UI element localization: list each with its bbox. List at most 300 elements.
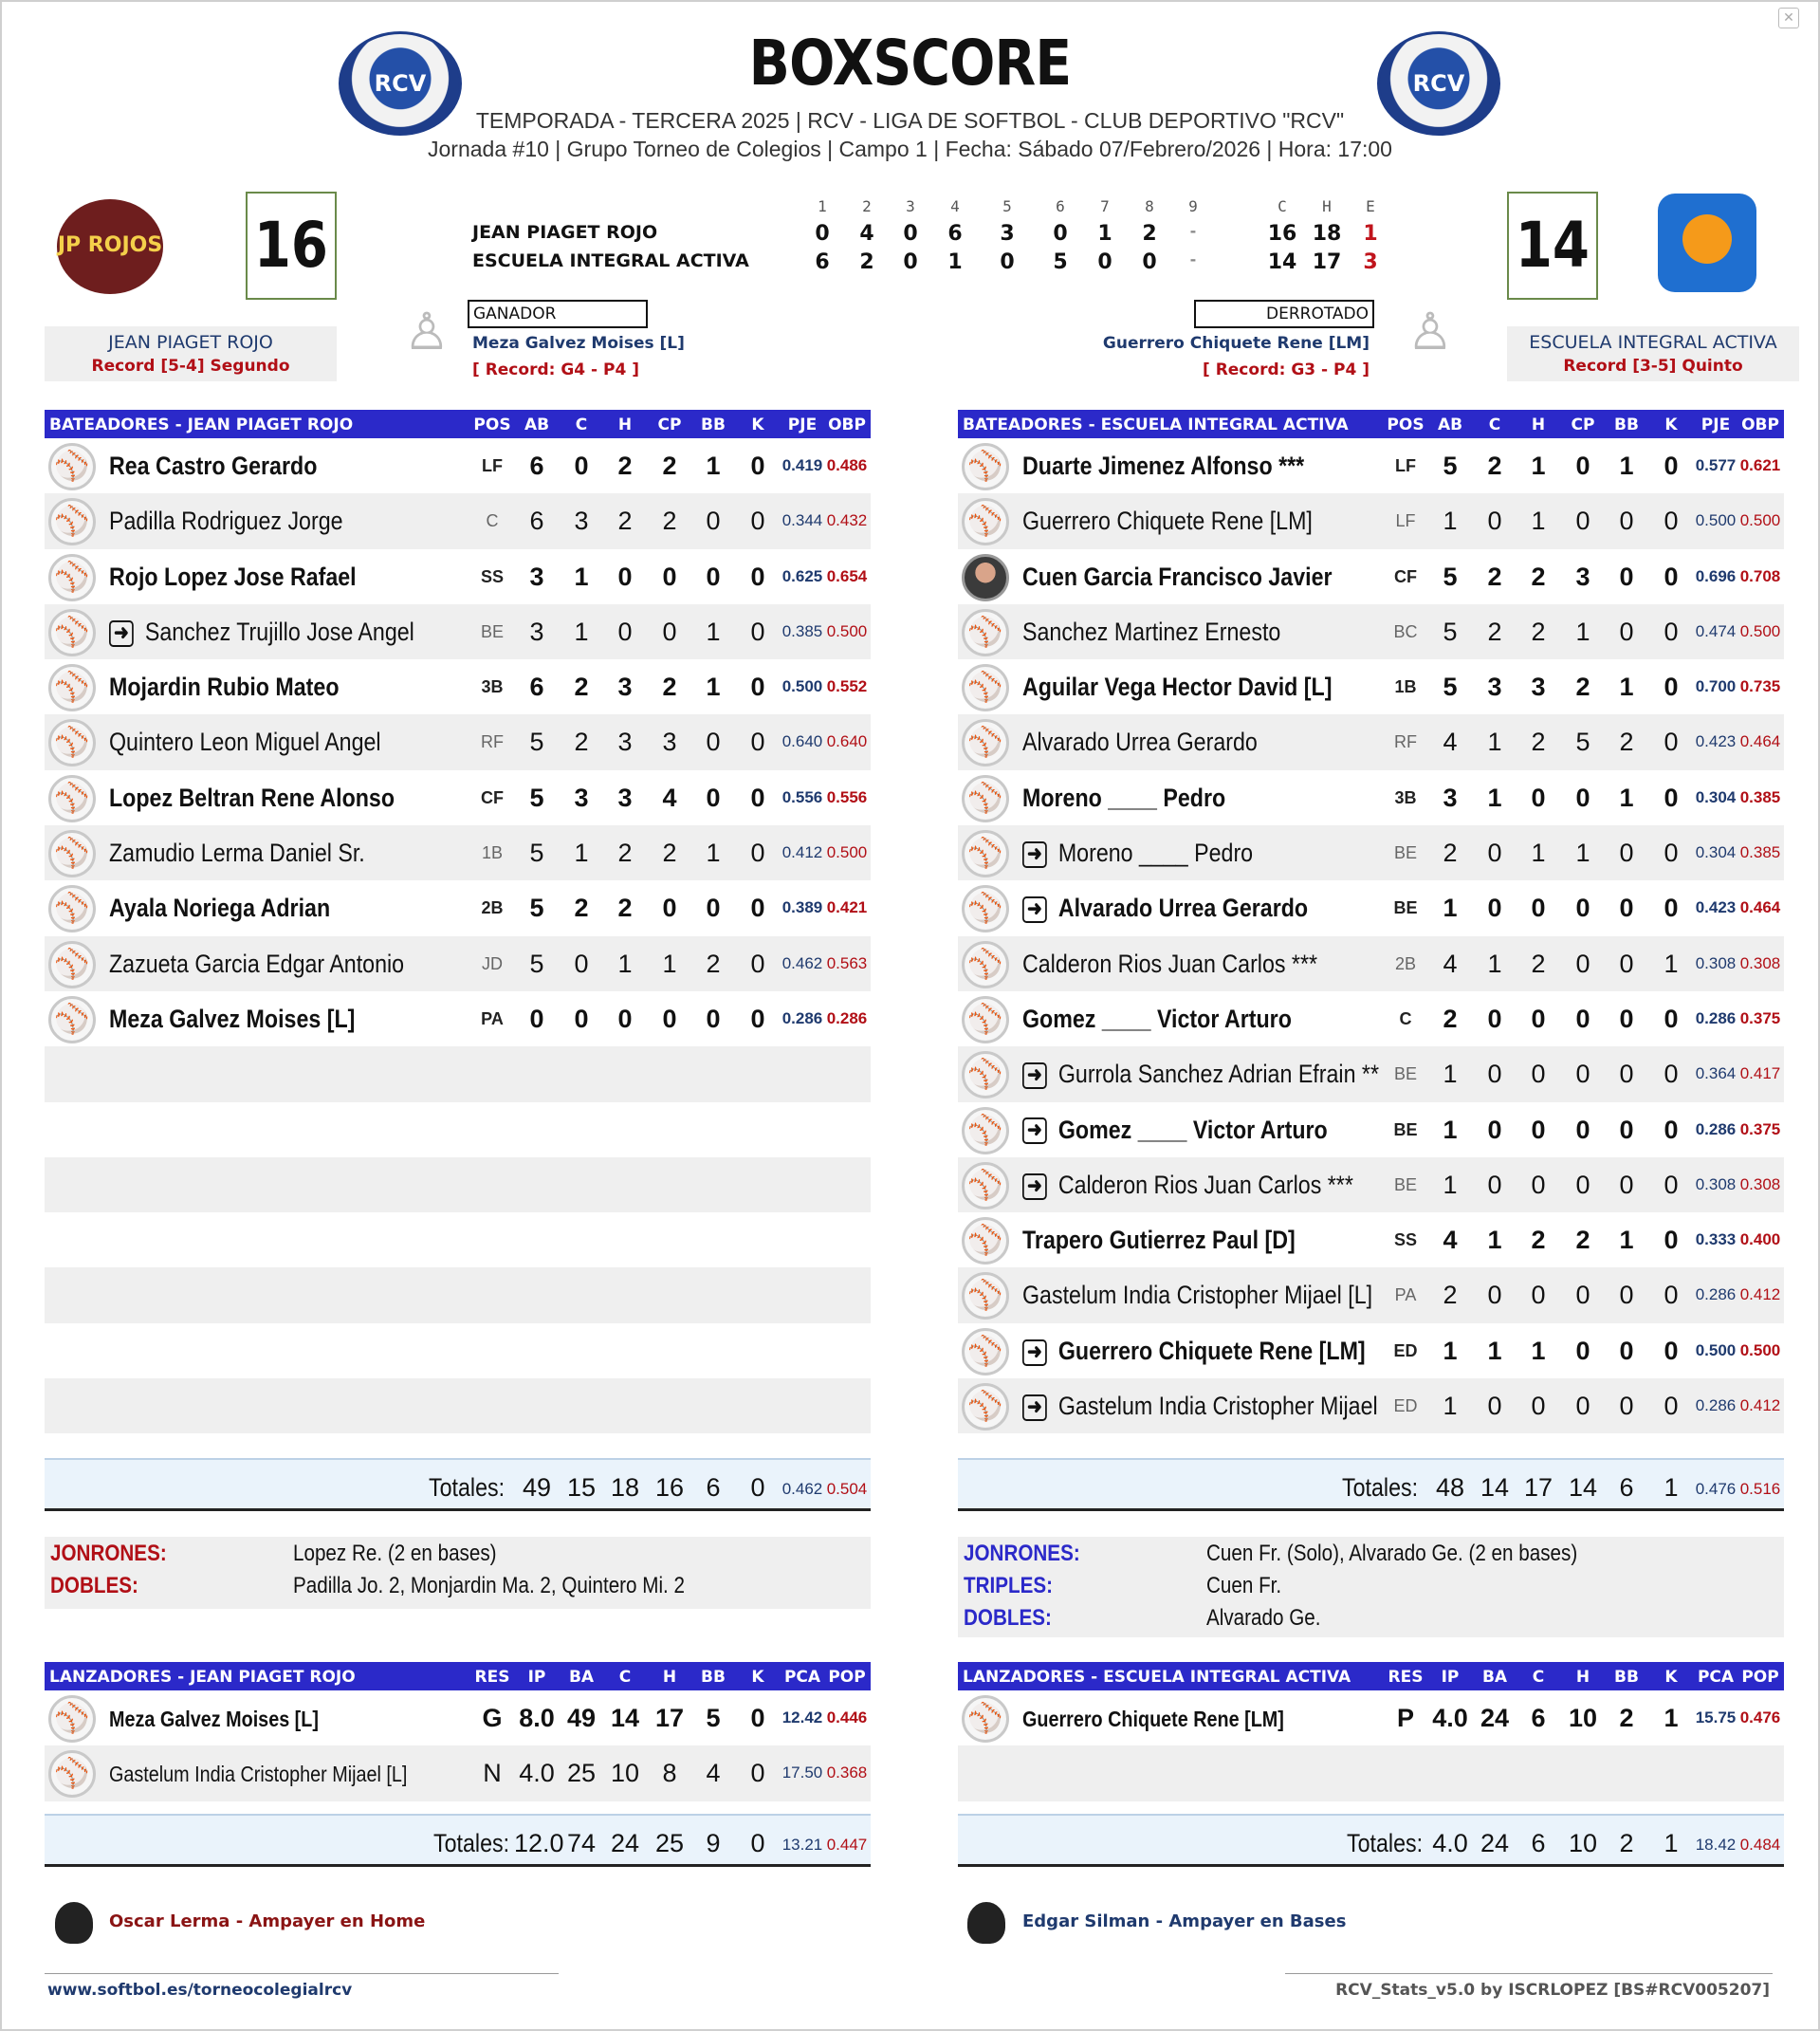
stat-ab: 1	[1443, 1336, 1458, 1365]
stat-bb: 1	[706, 673, 721, 702]
total-h: 18	[610, 1473, 640, 1502]
stat-obp: 0.500	[1739, 1340, 1781, 1359]
stat-bb: 0	[706, 507, 721, 536]
stat-c: 1	[574, 562, 589, 591]
stat-c: 10	[610, 1759, 640, 1788]
stat-pje: 0.286	[1695, 1008, 1737, 1027]
player-name-text: Calderon Rios Juan Carlos ***	[1022, 949, 1318, 978]
stat-c: 0	[1487, 1115, 1502, 1144]
close-icon[interactable]: ✕	[1778, 8, 1799, 28]
umpire-icon	[967, 1902, 1005, 1944]
player-silhouette-icon: ⚾	[962, 498, 1009, 545]
stat-bb: 2	[1619, 728, 1634, 757]
player-silhouette-icon: ⚾	[48, 1695, 96, 1743]
column-header: RES	[1388, 1668, 1424, 1687]
inning-header: 4	[950, 197, 960, 215]
stat-pop: 0.446	[826, 1708, 868, 1726]
stat-k: 0	[750, 1704, 765, 1732]
stat-obp: 0.708	[1739, 566, 1781, 585]
stat-obp: 0.464	[1739, 732, 1781, 751]
stat-h: 8	[662, 1759, 677, 1788]
stat-k: 0	[1664, 452, 1679, 480]
inning-runs: 0	[1142, 250, 1157, 274]
stat-k: 0	[750, 562, 765, 591]
stat-cp: 1	[1575, 617, 1590, 646]
player-silhouette-icon: ⚾	[962, 830, 1009, 877]
total-ip: 4.0	[1432, 1829, 1468, 1857]
extra-base-hits-away	[958, 1537, 1784, 1637]
stat-bb: 0	[1619, 562, 1634, 591]
footer-credits: RCV_Stats_v5.0 by ISCRLOPEZ [BS#RCV005207]	[1335, 1981, 1770, 2000]
batter-row	[958, 936, 1784, 991]
stat-ab: 1	[1443, 894, 1458, 923]
stat-k: 0	[1664, 1226, 1679, 1255]
empty-row	[958, 1745, 1784, 1800]
player-name	[1022, 1116, 1328, 1145]
stat-res: N	[483, 1759, 502, 1788]
loser-label: DERROTADO	[1194, 300, 1374, 328]
stat-ab: 3	[529, 617, 544, 646]
stat-h: 1	[617, 949, 633, 978]
player-name-text: Duarte Jimenez Alfonso ***	[1022, 452, 1305, 480]
player-name	[1022, 1337, 1366, 1366]
inning-runs: 3	[1000, 222, 1015, 246]
stat-cp: 2	[662, 452, 677, 480]
player-name-text: Alvarado Urrea Gerardo	[1022, 728, 1258, 757]
batter-row	[958, 604, 1784, 659]
column-header: C	[618, 1668, 632, 1687]
note-value: Padilla Jo. 2, Monjardin Ma. 2, Quintero Mi. 2	[293, 1573, 686, 1598]
total-h: 25	[654, 1829, 685, 1857]
total-bb: 6	[706, 1473, 721, 1502]
stat-obp: 0.400	[1739, 1230, 1781, 1249]
stat-ab: 5	[1443, 562, 1458, 591]
total-c: 15	[566, 1473, 597, 1502]
player-name-text: Guerrero Chiquete Rene [LM]	[1057, 1336, 1366, 1365]
player-silhouette-icon: ⚾	[48, 885, 96, 932]
totals-label: Totales:	[1346, 1829, 1423, 1857]
player-name-text: Gurrola Sanchez Adrian Efrain **	[1057, 1060, 1380, 1089]
stat-k: 0	[1664, 1060, 1679, 1089]
player-silhouette-icon: ⚾	[48, 443, 96, 490]
stat-h: 0	[617, 562, 633, 591]
total-e: 3	[1363, 250, 1378, 274]
inning-runs: -	[1189, 222, 1197, 240]
total-cp: 16	[654, 1473, 685, 1502]
stat-pje: 0.308	[1695, 953, 1737, 972]
batter-row	[45, 991, 871, 1046]
inning-header: 9	[1188, 197, 1198, 215]
stat-cp: 0	[662, 562, 677, 591]
stat-k: 0	[1664, 617, 1679, 646]
stat-cp: 0	[1575, 1170, 1590, 1199]
stat-pop: 0.368	[826, 1763, 868, 1782]
stat-k: 0	[750, 728, 765, 757]
stat-cp: 0	[1575, 1004, 1590, 1033]
pitcher-name: Meza Galvez Moises [L]	[109, 1707, 319, 1731]
player-name	[1022, 1171, 1353, 1200]
stat-ba: 49	[566, 1704, 597, 1732]
pitching-table-away	[958, 1662, 1784, 1801]
player-silhouette-icon: ⚾	[48, 498, 96, 545]
total-obp: 0.516	[1739, 1480, 1781, 1498]
total-header: C	[1278, 197, 1287, 215]
stat-k: 0	[750, 673, 765, 702]
inning-header: 2	[862, 197, 872, 215]
stat-k: 0	[1664, 507, 1679, 536]
batter-row	[958, 991, 1784, 1046]
stat-c: 0	[1487, 1004, 1502, 1033]
player-name-text: Padilla Rodriguez Jorge	[109, 507, 343, 536]
player-name-text: Rojo Lopez Jose Rafael	[109, 562, 357, 591]
stat-cp: 4	[662, 783, 677, 812]
empty-row	[45, 1267, 871, 1322]
stat-cp: 0	[1575, 1281, 1590, 1310]
player-name	[1022, 1060, 1379, 1089]
player-name	[109, 507, 343, 536]
total-header: E	[1366, 197, 1375, 215]
stat-c: 0	[1487, 839, 1502, 868]
empty-row	[45, 1323, 871, 1378]
total-pje: 0.476	[1695, 1480, 1737, 1498]
stat-bb: 0	[706, 894, 721, 923]
stat-k: 0	[1664, 839, 1679, 868]
note-row	[958, 1537, 1784, 1569]
inning-header: 1	[818, 197, 827, 215]
stat-ab: 1	[1443, 1170, 1458, 1199]
stat-pca: 17.50	[781, 1763, 823, 1782]
stat-c: 2	[574, 728, 589, 757]
inning-runs: 5	[1053, 250, 1068, 274]
stat-obp: 0.417	[1739, 1064, 1781, 1083]
away-team-box	[1507, 326, 1799, 381]
totals-label: Totales:	[432, 1829, 509, 1857]
stat-ab: 3	[1443, 783, 1458, 812]
inning-runs: 0	[1053, 222, 1068, 246]
stat-h: 0	[1531, 1281, 1546, 1310]
player-name-text: Gomez ____ Victor Arturo	[1057, 1115, 1328, 1144]
batter-row	[45, 549, 871, 604]
stat-h: 1	[1531, 452, 1546, 480]
footer-divider	[1285, 1973, 1773, 1974]
stat-obp: 0.421	[826, 898, 868, 917]
stat-obp: 0.621	[1739, 456, 1781, 474]
position: SS	[480, 566, 504, 586]
player-name	[1022, 507, 1313, 536]
total-c: 6	[1531, 1829, 1546, 1857]
stat-h: 17	[654, 1704, 685, 1732]
total-bb: 2	[1619, 1829, 1634, 1857]
stat-ab: 2	[1443, 1281, 1458, 1310]
player-silhouette-icon: ⚾	[48, 830, 96, 877]
stat-c: 1	[1487, 949, 1502, 978]
pitcher-row	[958, 1690, 1784, 1745]
stat-obp: 0.500	[826, 621, 868, 640]
stat-k: 0	[750, 839, 765, 868]
stat-pje: 0.625	[781, 566, 823, 585]
inning-runs: 6	[815, 250, 830, 274]
total-c: 14	[1480, 1473, 1510, 1502]
player-name	[109, 1005, 355, 1034]
position: 1B	[481, 843, 504, 863]
position: ED	[1393, 1340, 1418, 1360]
stat-h: 0	[617, 617, 633, 646]
column-header: H	[662, 1668, 677, 1687]
stat-obp: 0.654	[826, 566, 868, 585]
winner-label: GANADOR	[468, 300, 648, 328]
away-team-record: Record [3-5] Quinto	[1563, 357, 1743, 376]
inning-runs: -	[1189, 250, 1197, 268]
position: 2B	[1394, 953, 1417, 973]
footer-divider	[45, 1973, 559, 1974]
inning-runs: 0	[1000, 250, 1015, 274]
stat-h: 2	[1531, 562, 1546, 591]
stat-pje: 0.500	[781, 677, 823, 696]
inning-runs: 6	[947, 222, 963, 246]
stat-h: 2	[617, 894, 633, 923]
stat-obp: 0.375	[1739, 1119, 1781, 1138]
total-obp: 0.504	[826, 1480, 868, 1498]
stat-obp: 0.308	[1739, 1174, 1781, 1193]
stat-cp: 0	[1575, 1115, 1590, 1144]
note-value: Alvarado Ge.	[1206, 1605, 1321, 1631]
umpire-home: Oscar Lerma - Ampayer en Home	[109, 1911, 426, 1931]
stat-pje: 0.500	[1695, 1340, 1737, 1359]
player-name	[1022, 1392, 1378, 1421]
inning-runs: 0	[903, 250, 918, 274]
total-k: 1	[1664, 1829, 1679, 1857]
batter-row	[45, 825, 871, 880]
total-pca: 13.21	[781, 1836, 823, 1854]
stat-bb: 4	[706, 1759, 721, 1788]
batter-row	[958, 438, 1784, 493]
column-header: BB	[701, 415, 726, 434]
inning-runs: 2	[1142, 222, 1157, 246]
stat-obp: 0.286	[826, 1008, 868, 1027]
stat-bb: 2	[1619, 1704, 1634, 1732]
column-header: BB	[1614, 1668, 1639, 1687]
stat-ab: 5	[1443, 617, 1458, 646]
stat-ab: 2	[1443, 839, 1458, 868]
player-name	[109, 950, 404, 979]
player-name	[1022, 784, 1225, 813]
note-label: JONRONES:	[50, 1541, 167, 1566]
stat-ab: 2	[1443, 1004, 1458, 1033]
player-silhouette-icon: ⚾	[962, 443, 1009, 490]
column-header: K	[1664, 415, 1678, 434]
footer-website-link[interactable]: www.softbol.es/torneocolegialrcv	[47, 1981, 353, 2000]
stat-bb: 0	[1619, 894, 1634, 923]
stat-ab: 1	[1443, 1115, 1458, 1144]
stat-k: 0	[1664, 1281, 1679, 1310]
substitute-arrow-icon: ➜	[109, 620, 134, 647]
batting-totals-home	[45, 1458, 871, 1511]
stat-h: 3	[1531, 673, 1546, 702]
stat-h: 2	[1531, 728, 1546, 757]
stat-h: 0	[1531, 1060, 1546, 1089]
player-name	[1022, 894, 1308, 923]
player-silhouette-icon: ⚾	[962, 996, 1009, 1043]
total-pje: 0.462	[781, 1480, 823, 1498]
stat-ab: 5	[529, 728, 544, 757]
stat-bb: 0	[1619, 617, 1634, 646]
stat-k: 0	[1664, 1392, 1679, 1421]
player-silhouette-icon: ⚾	[962, 719, 1009, 766]
stat-k: 0	[1664, 1170, 1679, 1199]
column-header: AB	[1437, 415, 1463, 434]
stat-c: 0	[1487, 1170, 1502, 1199]
stat-ip: 4.0	[1432, 1704, 1468, 1732]
stat-c: 0	[1487, 507, 1502, 536]
position: 1B	[1394, 677, 1417, 697]
position: 2B	[481, 898, 504, 918]
batter-row	[45, 659, 871, 714]
batter-row	[45, 604, 871, 659]
stat-ab: 6	[529, 673, 544, 702]
batter-row	[45, 770, 871, 825]
inning-runs: 1	[947, 250, 963, 274]
stat-k: 0	[1664, 1004, 1679, 1033]
table-title: BATEADORES - JEAN PIAGET ROJO	[49, 415, 354, 434]
stat-bb: 1	[706, 839, 721, 868]
stat-obp: 0.556	[826, 787, 868, 806]
stat-k: 0	[750, 1004, 765, 1033]
empty-row	[45, 1102, 871, 1157]
stat-pje: 0.344	[781, 511, 823, 530]
column-header: H	[1531, 415, 1546, 434]
stat-ba: 25	[566, 1759, 597, 1788]
position: JD	[482, 953, 503, 973]
stat-k: 1	[1664, 1704, 1679, 1732]
stat-c: 0	[1487, 1281, 1502, 1310]
stat-pje: 0.286	[1695, 1285, 1737, 1304]
empty-row	[45, 1046, 871, 1101]
stat-cp: 0	[1575, 783, 1590, 812]
stat-cp: 0	[662, 894, 677, 923]
position: C	[1399, 1008, 1412, 1028]
player-name-text: Moreno ____ Pedro	[1022, 783, 1226, 812]
player-silhouette-icon: ⚾	[48, 609, 96, 656]
note-row	[45, 1537, 871, 1569]
total-ip: 12.0	[514, 1829, 564, 1857]
stat-pje: 0.304	[1695, 843, 1737, 862]
stat-k: 0	[750, 1759, 765, 1788]
player-silhouette-icon: ⚾	[48, 1750, 96, 1798]
stat-pje: 0.500	[1695, 511, 1737, 530]
stat-bb: 0	[1619, 1281, 1634, 1310]
player-name-text: Lopez Beltran Rene Alonso	[109, 783, 395, 812]
batter-row	[958, 1157, 1784, 1212]
inning-runs: 1	[1097, 222, 1112, 246]
column-header: CP	[1571, 415, 1595, 434]
total-pop: 0.484	[1739, 1836, 1781, 1854]
column-header: POS	[473, 415, 511, 434]
batter-row	[45, 880, 871, 935]
player-name	[1022, 839, 1253, 868]
table-header	[45, 1662, 871, 1690]
batter-row	[958, 659, 1784, 714]
stat-cp: 0	[1575, 1060, 1590, 1089]
stat-ab: 6	[529, 452, 544, 480]
total-pop: 0.447	[826, 1836, 868, 1854]
player-name	[109, 452, 317, 481]
stat-obp: 0.308	[1739, 953, 1781, 972]
stat-k: 0	[750, 949, 765, 978]
player-name	[109, 894, 330, 923]
column-header: POS	[1387, 415, 1425, 434]
position: BC	[1393, 621, 1418, 641]
total-k: 1	[1664, 1473, 1679, 1502]
total-c: 14	[1267, 250, 1297, 274]
column-header: BB	[701, 1668, 726, 1687]
batter-row	[45, 438, 871, 493]
column-header: CP	[657, 415, 682, 434]
stat-c: 1	[574, 839, 589, 868]
stat-pje: 0.640	[781, 732, 823, 751]
player-silhouette-icon: ⚾	[962, 1272, 1009, 1320]
total-c: 16	[1267, 222, 1297, 246]
stat-h: 1	[1531, 839, 1546, 868]
inning-runs: 0	[815, 222, 830, 246]
column-header: BA	[568, 1668, 595, 1687]
position: BE	[480, 621, 504, 641]
stat-bb: 0	[1619, 1004, 1634, 1033]
stat-ip: 4.0	[519, 1759, 555, 1788]
player-name	[1022, 618, 1280, 647]
stat-obp: 0.500	[1739, 621, 1781, 640]
note-value: Cuen Fr. (Solo), Alvarado Ge. (2 en bases)	[1206, 1541, 1578, 1566]
winner-pitcher-silhouette-icon: ♙	[403, 304, 450, 360]
pitcher-name: Gastelum India Cristopher Mijael [L]	[109, 1762, 408, 1787]
player-name-text: Rea Castro Gerardo	[109, 452, 318, 480]
stat-ab: 5	[529, 949, 544, 978]
stat-ab: 5	[529, 894, 544, 923]
stat-bb: 0	[706, 562, 721, 591]
position: LF	[1395, 511, 1416, 531]
player-silhouette-icon: ⚾	[962, 1695, 1009, 1743]
totals-label: Totales:	[428, 1473, 505, 1502]
column-header: BA	[1481, 1668, 1508, 1687]
pitcher-row	[45, 1745, 871, 1800]
page-title: BOXSCORE	[748, 27, 1072, 100]
stat-c: 2	[1487, 452, 1502, 480]
stat-pca: 12.42	[781, 1708, 823, 1726]
stat-c: 0	[1487, 894, 1502, 923]
inning-header: 5	[1002, 197, 1012, 215]
note-label: DOBLES:	[964, 1605, 1052, 1631]
winner-record: [ Record: G4 - P4 ]	[472, 360, 639, 379]
stat-ab: 5	[1443, 673, 1458, 702]
stat-h: 0	[1531, 1115, 1546, 1144]
total-ba: 74	[566, 1829, 597, 1857]
player-silhouette-icon: ⚾	[48, 941, 96, 988]
inning-runs: 2	[859, 250, 874, 274]
stat-k: 1	[1664, 949, 1679, 978]
stat-bb: 0	[1619, 1336, 1634, 1365]
stat-bb: 1	[1619, 673, 1634, 702]
batter-row	[958, 549, 1784, 604]
stat-obp: 0.500	[826, 843, 868, 862]
stat-res: G	[482, 1704, 503, 1732]
position: C	[486, 511, 499, 531]
table-title: LANZADORES - ESCUELA INTEGRAL ACTIVA	[963, 1668, 1351, 1687]
player-photo	[962, 554, 1009, 601]
stat-c: 1	[574, 617, 589, 646]
player-name-text: Quintero Leon Miguel Angel	[109, 728, 381, 757]
substitute-arrow-icon: ➜	[1022, 896, 1047, 923]
position: RF	[1394, 732, 1417, 752]
umpire-icon	[55, 1902, 93, 1944]
